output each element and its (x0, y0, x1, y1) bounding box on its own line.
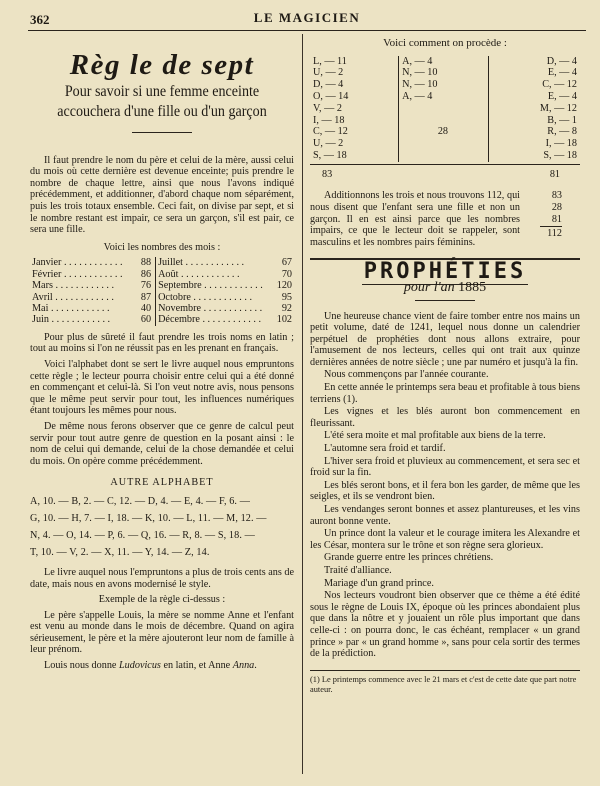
letter-value-anna: A, — 4 (402, 55, 433, 67)
letter-value-ludovicus: S, — 18 (313, 149, 347, 161)
prophecy-paragraph: Les vendanges seront bonnes et assez plantureuses, et les vins auront bonne vente. (310, 504, 580, 527)
alphabet-line: A, 10. — B, 2. — C, 12. — D, 4. — E, 4. — F, 6. — (30, 495, 251, 507)
prophecy-paragraph: Les vignes et les blés auront bon commencement en fleurissant. (310, 406, 580, 429)
month-name: Juin . . . . . . . . . . . . (32, 314, 111, 326)
prophecy-paragraph: Mariage d'un grand prince. (324, 577, 434, 589)
letter-value-ludovicus: L, — 11 (313, 55, 347, 67)
example-title: Exemple de la règle ci-dessus : (98, 594, 226, 606)
letters-row (310, 103, 580, 115)
month-value: 102 (276, 314, 292, 326)
month-name: Juillet . . . . . . . . . . . . (158, 257, 245, 269)
addition-numbers: 83 28 81 112 (532, 190, 580, 248)
prophecy-paragraph: Un prince dont la valeur et le courage imitera les Alexandre et les César, montera sur le trône et son règne sera glorieux. (310, 528, 580, 551)
prophecy-paragraph: Nos lecteurs voudront bien observer que ce thème a été édité sous le règne de Louis IX, époque où les princes abondaient plus que dans la nôtre et y jouaient un rôle plus important que dans celle-ci : on pourra donc, le cas échéant, remplacer « un grand prince » par « un grand homme », sans pour cela sortir des termes de la prédiction. (310, 590, 580, 660)
right-column (310, 38, 580, 695)
letter-value-decembris: S, — 18 (543, 149, 577, 161)
prophecy-paragraph: L'hiver sera froid et pluvieux au commencement, et sera sec et froid sur la fin. (310, 455, 580, 479)
book-paragraph: Voici l'alphabet dont se sert le livre auquel nous empruntons cette règle ; le lecteur pourra choisir entre celui qui a été donné en commençant et celui-là. Si l'on veut notre avis, nous pensons que le même peut servir pour tout, les influences numériques étant toujours les mêmes pour nous. (30, 358, 294, 417)
sum-ludovicus: 83 (322, 168, 333, 180)
letter-value-decembris: M, — 12 (539, 102, 577, 114)
letters-row (310, 79, 580, 91)
letter-value-ludovicus: C, — 12 (313, 126, 348, 138)
alphabet-line: N, 4. — O, 14. — P, 6. — Q, 16. — R, 8. — S, 18. — (30, 529, 255, 541)
prophecy-subtitle: pour l'an 1885 (403, 279, 487, 295)
alphabet-title: AUTRE ALPHABET (110, 477, 214, 489)
letter-value-anna (399, 103, 487, 115)
letter-value-anna: 28 (437, 126, 448, 138)
same-paragraph: De même nous ferons observer que ce genre de calcul peut servir pour tout autre genre de question en la posant ainsi : le nom de celui qui demande, celui de la chose demandée et celui du mois. On opère comme précédemment. (30, 420, 294, 467)
months-row (30, 269, 294, 280)
letter-value-anna: N, — 10 (402, 79, 438, 91)
letter-value-anna: A, — 4 (402, 90, 433, 102)
months-row (30, 303, 294, 314)
alphabet-line: T, 10. — V, 2. — X, 11. — Y, 14. — Z, 14. (30, 546, 210, 558)
prophecy-body (310, 311, 580, 660)
addition-block (310, 190, 580, 248)
letter-value-decembris: D, — 4 (546, 55, 577, 67)
addition-text: Additionnons les trois et nous trouvons 112, qui nous disent que l'enfant sera une fille et non un garçon. Il en est ainsi parce que les nombres impairs, ce que le lecteur doit se rappeler, sont masculins et les nombres pairs féminins. (310, 190, 520, 248)
month-name: Décembre . . . . . . . . . . . . (158, 314, 262, 326)
month-value: 70 (281, 268, 292, 280)
letter-value-decembris: C, — 12 (542, 79, 577, 91)
letter-value-ludovicus: D, — 4 (313, 79, 344, 91)
month-value: 95 (281, 291, 292, 303)
month-value: 60 (140, 314, 152, 326)
months-row (30, 292, 294, 303)
letters-row (310, 115, 580, 127)
left-column (30, 38, 294, 672)
letters-row (310, 67, 580, 79)
month-name: Avril . . . . . . . . . . . . (32, 291, 114, 303)
alphabet-line: G, 10. — H, 7. — I, 18. — K, 10. — L, 11. — M, 12. — (30, 512, 267, 524)
letters-row (310, 126, 580, 138)
letter-value-anna (399, 115, 487, 127)
month-value: 86 (140, 268, 152, 280)
letter-value-anna: N, — 10 (402, 67, 438, 79)
letter-value-decembris: E, — 4 (547, 90, 577, 102)
month-name: Mars . . . . . . . . . . . . (32, 280, 115, 292)
letter-value-anna (399, 138, 487, 150)
letter-value-ludovicus: I, — 18 (313, 114, 345, 126)
letter-value-decembris: I, — 18 (545, 138, 577, 150)
procedure-title: Voici comment on procède : (383, 37, 507, 49)
safety-paragraph: Pour plus de sûreté il faut prendre les trois noms en latin ; tout au moins si l'on ne réussit pas en les prenant en français. (30, 331, 294, 355)
old-paragraph: Le livre auquel nous l'empruntons a plus de trois cents ans de date, mais nous en avons modernisé le style. (30, 566, 294, 590)
letters-row (310, 138, 580, 150)
month-name: Octobre . . . . . . . . . . . . (158, 291, 252, 303)
prophecy-paragraph: L'été sera moite et mal profitable aux biens de la terre. (324, 430, 546, 442)
letter-value-ludovicus: O, — 14 (313, 90, 349, 102)
prophecy-paragraph: Les blés seront bons, et il fera bon les garder, de même que les seigles, et ils se vendront bien. (310, 479, 580, 503)
months-row (30, 257, 294, 268)
month-name: Août . . . . . . . . . . . . (158, 268, 240, 280)
month-value: 76 (140, 280, 152, 292)
journal-title: LE MAGICIEN (253, 10, 361, 25)
months-row (30, 314, 294, 325)
page-number: 362 (30, 12, 50, 27)
prophecy-paragraph: Grande guerre entre les princes chrétiens. (324, 552, 494, 564)
letter-value-decembris: B, — 1 (547, 114, 577, 126)
prophecy-rule (415, 300, 475, 301)
month-name: Janvier . . . . . . . . . . . . (32, 257, 123, 269)
months-title: Voici les nombres des mois : (103, 241, 221, 253)
month-value: 88 (140, 257, 152, 269)
prophecy-paragraph: L'automne sera froid et tardif. (324, 443, 446, 455)
letter-values-table (310, 56, 580, 162)
letter-value-decembris: R, — 8 (547, 126, 577, 138)
sum-decembris: 81 (549, 168, 560, 180)
prophecy-paragraph: Traité d'alliance. (324, 564, 392, 576)
page-header (28, 8, 586, 31)
footnote: (1) Le printemps commence avec le 21 mars et c'est de cette date que part notre auteur. (310, 670, 580, 695)
prophecy-paragraph: Nous commençons par l'année courante. (324, 369, 489, 381)
month-value: 40 (140, 302, 152, 314)
month-value: 92 (281, 302, 292, 314)
letters-row (310, 150, 580, 162)
letters-row (310, 56, 580, 68)
prophecy-paragraph: Une heureuse chance vient de faire tomber entre nos mains un petit volume, daté de 1241, lequel nous donne un calendrier perpétuel de prophéties dont nous allons extraire, pour l'amusement de nos lecteurs, celles qui ont trait aux quinze dernières années de notre siècle ; une par numéro et jusqu'à la fin. (310, 310, 580, 368)
column-divider (302, 34, 303, 774)
months-row (30, 280, 294, 291)
article-title: Règ le de sept (69, 49, 255, 81)
example-paragraph: Le père s'appelle Louis, la mère se nomme Anne et l'enfant est venu au monde dans le mois de décembre. Quand on agira sérieusement, le père et la mère ajouteront leur nom de famille à leur prénom. (30, 609, 294, 656)
alphabet-lines (30, 493, 294, 561)
intro-paragraph: Il faut prendre le nom du père et celui de la mère, aussi celui du mois où cette dernière est devenue enceinte; puis prendre le nombre de chaque lettre, ainsi que nous l'avons indiqué précédemment, et additionner, d'abord chaque nom séparément, puis les trois totaux ensemble. Ceci fait, on divise par sept, et si le nombre restant est impair, ce sera un garçon, s'il est pair, ce sera une fille. (30, 154, 294, 236)
letter-value-anna (399, 150, 487, 162)
letter-value-ludovicus: V, — 2 (313, 102, 342, 114)
letter-value-ludovicus: U, — 2 (313, 67, 344, 79)
article-subtitle: Pour savoir si une femme enceinte accouchera d'une fille ou d'un garçon (57, 82, 267, 120)
month-value: 120 (276, 280, 292, 292)
month-name: Mai . . . . . . . . . . . . (32, 302, 110, 314)
letter-value-decembris: E, — 4 (547, 67, 577, 79)
letter-value-ludovicus: U, — 2 (313, 138, 344, 150)
prophecy-paragraph: En cette année le printemps sera beau et profitable à tous biens terriens (1). (310, 382, 581, 405)
prophecy-title: PROPHÉTIES (363, 259, 527, 285)
months-table (30, 257, 294, 325)
month-name: Novembre . . . . . . . . . . . . (158, 302, 263, 314)
letters-row (310, 91, 580, 103)
month-name: Février . . . . . . . . . . . . (32, 268, 123, 280)
month-value: 67 (281, 257, 292, 269)
latin-names-line: Louis nous donne Ludovicus en latin, et Anne Anna. (44, 660, 257, 672)
month-value: 87 (140, 291, 152, 303)
column-sums (310, 164, 580, 181)
month-name: Septembre . . . . . . . . . . . . (158, 280, 263, 292)
title-rule (132, 132, 192, 133)
